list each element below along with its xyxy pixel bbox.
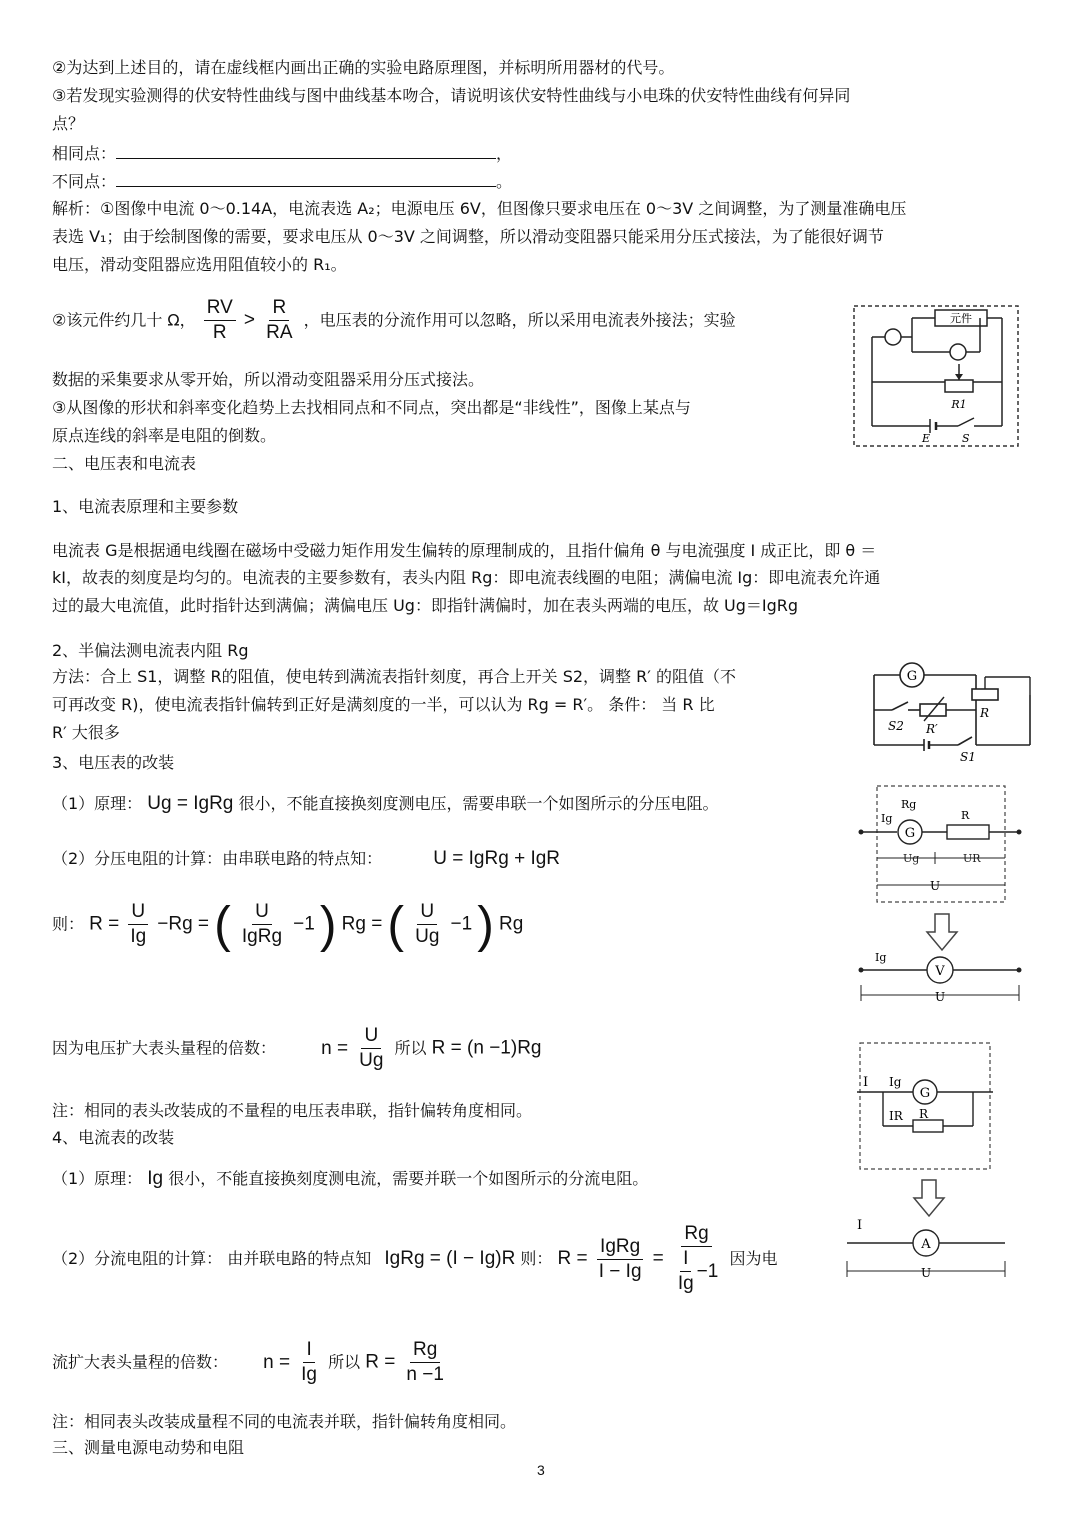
frac-num: Rg xyxy=(410,1338,440,1363)
r-label: R xyxy=(961,809,970,822)
formula-part: −1 xyxy=(293,913,315,935)
diff-point-row xyxy=(52,170,512,193)
frac-den: Ug xyxy=(359,1050,384,1071)
i-label: I xyxy=(863,1075,869,1090)
paren-open: ( xyxy=(214,896,231,953)
ammeter-principle xyxy=(52,1168,648,1190)
resistor-r xyxy=(947,825,989,839)
note-line: 注：相同的表头改装成的不量程的电压表串联，指针偏转角度相同。 xyxy=(52,1101,533,1120)
frac-num: RV xyxy=(204,296,236,321)
fraction-rg-nested xyxy=(672,1222,722,1296)
fraction-i-ig xyxy=(675,1247,697,1296)
analysis-text: ②该元件约几十 Ω， xyxy=(52,310,196,330)
frac-num: R xyxy=(269,296,289,321)
u-label: U xyxy=(934,990,946,1004)
frac-den: Ig xyxy=(677,1273,694,1294)
formula-ug: Ug = IgRg xyxy=(147,793,234,814)
gt-sign: > xyxy=(243,309,256,331)
voltmeter-r-formula xyxy=(52,896,524,953)
label: 因为电压扩大表头量程的倍数： xyxy=(52,1038,277,1058)
analysis-text: ，电压表的分流作用可以忽略，所以采用电流表外接法；实验 xyxy=(303,310,736,330)
frac-num: Rg xyxy=(681,1222,711,1247)
fraction-igrg xyxy=(596,1235,645,1284)
ir-label: IR xyxy=(889,1109,903,1123)
same-point-row xyxy=(52,142,512,165)
r-label: R xyxy=(980,706,990,720)
g-label: G xyxy=(919,1086,931,1101)
voltmeter-multiple xyxy=(52,1024,541,1073)
voltmeter-principle xyxy=(52,793,718,815)
section-heading: 三、测量电源电动势和电阻 xyxy=(52,1438,245,1457)
paragraph-line: R′ 大很多 xyxy=(52,723,120,742)
formula-part: −1 xyxy=(696,1260,719,1282)
analysis-line: 表选 V₁；由于绘制图像的需要，要求电压从 0～3V 之间调整，所以滑动变阻器只能采用分压式接法，为了能很好调节 xyxy=(52,227,884,246)
e-label: E xyxy=(922,432,931,445)
switch-icon xyxy=(958,418,974,426)
comma: ， xyxy=(496,144,513,163)
s-label: S xyxy=(962,432,970,445)
answer-blank xyxy=(116,142,496,159)
formula-part: = xyxy=(652,1248,664,1269)
label: （1）原理： xyxy=(52,794,143,813)
label: （2）分压电阻的计算：由串联电路的特点知： xyxy=(52,849,383,868)
frac-num: I xyxy=(303,1338,314,1363)
formula-ig: Ig xyxy=(147,1168,164,1189)
formula-part: IgRg = (I − Ig)R xyxy=(384,1248,516,1269)
formula-part: R = xyxy=(89,913,120,935)
fraction-u-igrg xyxy=(239,900,285,949)
a-label: A xyxy=(921,1237,931,1252)
voltmeter-calc xyxy=(52,848,560,870)
down-arrow-icon xyxy=(912,1178,946,1218)
frac-den: n −1 xyxy=(406,1364,444,1385)
ammeter-icon xyxy=(885,329,901,345)
ig-label: Ig xyxy=(875,951,887,964)
analysis-line: 原点连线的斜率是电阻的倒数。 xyxy=(52,426,277,445)
same-point-label: 相同点： xyxy=(52,144,117,163)
page-number: 3 xyxy=(537,1462,545,1478)
analysis-line: 电压，滑动变阻器应选用阻值较小的 R₁。 xyxy=(52,255,347,274)
analysis-line: 解析：①图像中电流 0～0.14A，电流表选 A₂；电源电压 6V，但图像只要求电压在 0～3V 之间调整，为了测量准确电压 xyxy=(52,199,907,218)
text: 很小，不能直接换刻度测电压，需要串联一个如图所示的分压电阻。 xyxy=(238,794,719,813)
ammeter-diagram xyxy=(845,1215,1010,1281)
circuit-diagram-half-deflection xyxy=(868,655,1038,765)
fraction-r-ra xyxy=(263,296,295,345)
frac-den: Ug xyxy=(415,926,440,947)
frac-num: U xyxy=(417,900,437,925)
element-label: 元件 xyxy=(950,312,972,325)
paren-close: ) xyxy=(319,896,337,953)
ug-label: Ug xyxy=(903,852,920,865)
frac-den: I − Ig xyxy=(598,1260,642,1282)
subsection-heading: 2、半偏法测电流表内阻 Rg xyxy=(52,641,249,660)
frac-den: Ig xyxy=(130,926,147,947)
fraction-i-ig xyxy=(298,1338,320,1387)
frac-num: U xyxy=(128,900,148,925)
g-label: G xyxy=(904,826,916,841)
voltmeter-icon xyxy=(950,344,966,360)
ammeter-shunt-diagram xyxy=(855,1040,995,1172)
text-line: 点？ xyxy=(52,114,85,133)
rheostat-r xyxy=(972,689,998,700)
frac-num: U xyxy=(361,1024,381,1049)
paren-open: ( xyxy=(387,896,405,953)
formula-part: −1 xyxy=(450,913,473,935)
label: （2）分流电阻的计算： 由并联电路的特点知 xyxy=(52,1249,372,1268)
switch-s1-icon xyxy=(958,737,972,745)
fraction-u-ug xyxy=(412,900,442,949)
analysis-line-frac xyxy=(52,296,736,345)
ammeter-multiple xyxy=(52,1338,450,1387)
s2-label: S2 xyxy=(888,719,904,733)
u-label: U xyxy=(920,1266,932,1280)
text-line: ③若发现实验测得的伏安特性曲线与图中曲线基本吻合，请说明该伏安特性曲线与小电珠的伏安特性曲线有何异同 xyxy=(52,86,851,105)
frac-den xyxy=(672,1247,722,1296)
formula-part: R = (n −1)Rg xyxy=(431,1037,542,1059)
subsection-heading: 3、电压表的改装 xyxy=(52,753,175,772)
label: 流扩大表头量程的倍数： xyxy=(52,1352,229,1372)
text: 所以 xyxy=(394,1038,427,1058)
voltmeter-diagram xyxy=(855,945,1025,1007)
ammeter-calc xyxy=(52,1222,777,1296)
frac-num: IgRg xyxy=(597,1235,643,1260)
r-label: R xyxy=(919,1107,929,1121)
diff-point-label: 不同点： xyxy=(52,172,117,191)
text: 则： xyxy=(520,1249,553,1268)
fraction-u-ug xyxy=(356,1024,386,1073)
analysis-line: 数据的采集要求从零开始，所以滑动变阻器采用分压式接法。 xyxy=(52,370,485,389)
fraction-rv-r xyxy=(204,296,236,345)
text: 因为电 xyxy=(729,1249,778,1268)
formula-part: Rg xyxy=(499,913,524,935)
label: 则： xyxy=(52,914,85,934)
subsection-heading: 1、电流表原理和主要参数 xyxy=(52,497,239,516)
frac-den: Ig xyxy=(301,1364,318,1385)
paragraph-line: 可再改变 R)，使电流表指针偏转到正好是满刻度的一半，可以认为 Rg = R′。 条件： 当 R 比 xyxy=(52,695,715,714)
formula-part: R = xyxy=(365,1351,396,1373)
section-heading: 二、电压表和电流表 xyxy=(52,454,197,473)
label: （1）原理： xyxy=(52,1169,143,1188)
answer-blank xyxy=(116,170,496,187)
text: 很小，不能直接换刻度测电流，需要并联一个如图所示的分流电阻。 xyxy=(168,1169,649,1188)
u-label: U xyxy=(929,879,941,893)
analysis-line: ③从图像的形状和斜率变化趋势上去找相同点和不同点，突出都是“非线性”，图像上某点与 xyxy=(52,398,691,417)
r-prime-label: R′ xyxy=(926,722,938,736)
formula-part: −Rg = xyxy=(157,913,210,935)
resistor-r xyxy=(913,1120,943,1132)
rg-label: Rg xyxy=(901,798,917,811)
rheostat-r1 xyxy=(945,380,973,392)
note-line: 注：相同表头改装成量程不同的电流表并联，指针偏转角度相同。 xyxy=(52,1412,517,1431)
r1-label: R1 xyxy=(951,398,967,411)
formula-part: n = xyxy=(263,1351,291,1373)
v-label: V xyxy=(935,964,945,979)
paragraph-line: 过的最大电流值，此时指针达到满偏；满偏电压 Ug：即指针满偏时，加在表头两端的电压，故 Ug＝IgRg xyxy=(52,596,799,615)
ig-label: Ig xyxy=(881,812,893,825)
formula-part: Rg = xyxy=(341,913,383,935)
subsection-heading: 4、电流表的改装 xyxy=(52,1128,175,1147)
frac-num: I xyxy=(680,1247,691,1272)
ig-label: Ig xyxy=(889,1075,902,1089)
circuit-diagram-element xyxy=(850,302,1022,450)
voltmeter-series-diagram xyxy=(855,782,1025,907)
frac-den: RA xyxy=(266,322,293,343)
formula-part: n = xyxy=(321,1037,349,1059)
paragraph-line: 方法：合上 S1，调整 R的阻值，使电转到满流表指针刻度，再合上开关 S2，调整 R′ 的阻值（不 xyxy=(52,667,736,686)
s1-label: S1 xyxy=(960,750,976,764)
frac-den: R xyxy=(212,322,227,343)
fraction-rg-n1 xyxy=(403,1338,447,1387)
formula-part: R = xyxy=(557,1248,588,1269)
text: 所以 xyxy=(328,1352,361,1372)
i-label: I xyxy=(857,1218,863,1233)
g-label: G xyxy=(906,669,918,684)
text-line: ②为达到上述目的，请在虚线框内画出正确的实验电路原理图，并标明所用器材的代号。 xyxy=(52,58,675,77)
period: 。 xyxy=(496,172,513,191)
paren-close: ) xyxy=(477,896,494,953)
ur-label: UR xyxy=(963,852,981,865)
formula-series: U = IgRg + IgR xyxy=(433,848,561,869)
frac-num: U xyxy=(252,900,272,925)
frac-den: IgRg xyxy=(241,926,283,947)
paragraph-line: 电流表 G是根据通电线圈在磁场中受磁力矩作用发生偏转的原理制成的，且指什偏角 θ 与电流强度 I 成正比，即 θ ＝ xyxy=(52,541,877,560)
paragraph-line: kI，故表的刻度是均匀的。电流表的主要参数有，表头内阻 Rg：即电流表线圈的电阻；满偏电流 Ig：即电流表允许通 xyxy=(52,568,881,587)
switch-s2-icon xyxy=(892,702,908,710)
fraction-u-ig xyxy=(127,900,149,949)
